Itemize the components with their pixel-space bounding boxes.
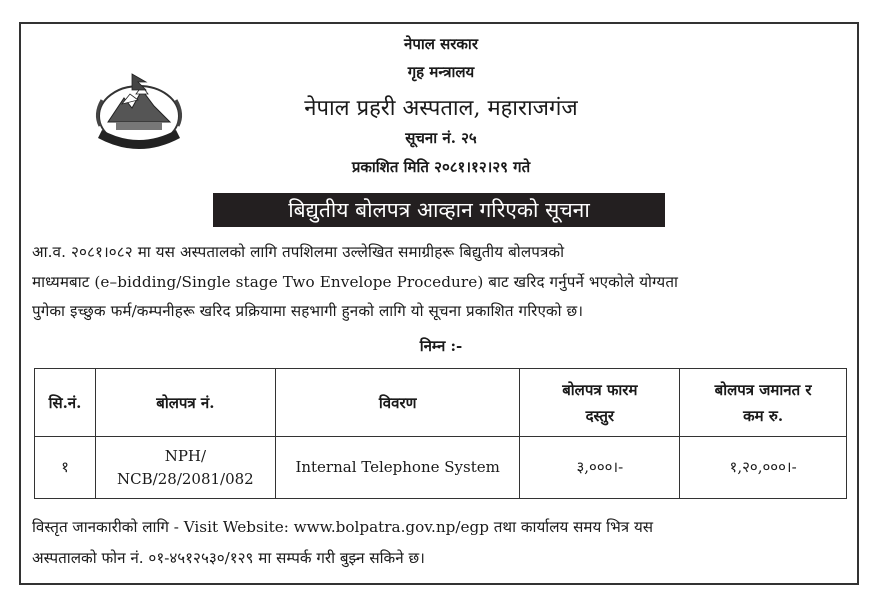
published-date: प्रकाशित मिति २०८१।१२।२९ गते (351, 158, 531, 176)
table-row (35, 437, 847, 499)
table-header-row (35, 369, 847, 437)
header-description: विवरण (275, 369, 520, 437)
office-title: नेपाल प्रहरी अस्पताल, महाराजगंज (304, 96, 578, 121)
cell-description: Internal Telephone System (275, 437, 520, 499)
below-label: निम्न :- (419, 337, 463, 355)
cell-bid-no (95, 437, 275, 499)
header-security-line2: कम रु. (743, 406, 784, 425)
cell-security: १,२०,०००।- (680, 437, 847, 499)
header-form-fee (520, 369, 680, 437)
cell-sn: १ (35, 437, 96, 499)
notice-body (32, 238, 850, 327)
header-form-fee-line1: बोलपत्र फारम (562, 380, 638, 399)
government-title: नेपाल सरकार (404, 35, 478, 53)
body-line: माध्यमबाट (e–bidding/Single stage Two Envelope Procedure) बाट खरिद गर्नुपर्ने भएकोले योग्यता (32, 272, 679, 291)
cell-bid-no-line1: NPH/ (164, 446, 207, 465)
header-form-fee-line2: दस्तुर (585, 406, 615, 425)
body-line: आ.व. २०८१।०८२ मा यस अस्पतालको लागि तपशिलमा उल्लेखित समाग्रीहरू बिद्युतीय बोलपत्रको (32, 243, 565, 261)
notice-banner: बिद्युतीय बोलपत्र आव्हान गरिएको सूचना (213, 193, 665, 227)
header-security-line1: बोलपत्र जमानत र (714, 380, 812, 399)
body-line: पुगेका इच्छुक फर्म/कम्पनीहरू खरिद प्रक्रियामा सहभागी हुनको लागि यो सूचना प्रकाशित गरिएको छ। (32, 302, 584, 320)
notice-number: सूचना नं. २५ (405, 129, 477, 147)
notice-footer (32, 512, 850, 574)
cell-form-fee: ३,०००।- (520, 437, 680, 499)
footer-line: विस्तृत जानकारीको लागि - Visit Website: www.bolpatra.gov.np/egp तथा कार्यालय समय भित्र यस (32, 518, 654, 536)
header-sn: सि.नं. (35, 369, 96, 437)
header-bid-no: बोलपत्र नं. (95, 369, 275, 437)
ministry-title: गृह मन्त्रालय (407, 63, 475, 81)
cell-bid-no-line2: NCB/28/2081/082 (117, 469, 254, 488)
footer-line: अस्पतालको फोन नं. ०१-४५१२५३०/१२९ मा सम्पर्क गरी बुझ्न सकिने छ। (32, 549, 425, 567)
header-security (680, 369, 847, 437)
bid-table (34, 368, 847, 499)
